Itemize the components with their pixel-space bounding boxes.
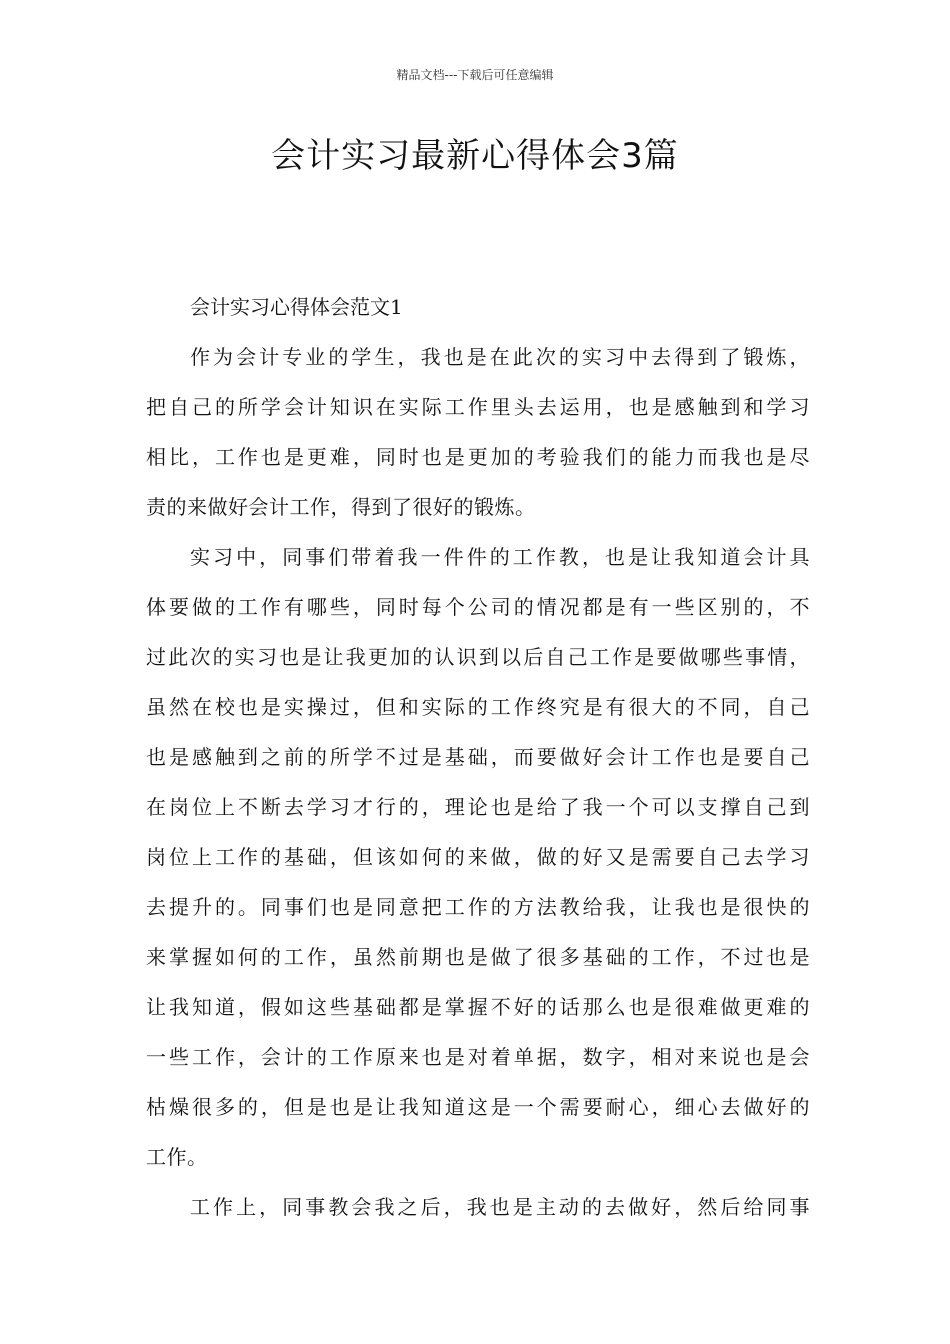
paragraph-line: 把自己的所学会计知识在实际工作里头去运用，也是感触到和学习	[146, 395, 810, 419]
paragraph-line: 岗位上工作的基础，但该如何的来做，做的好又是需要自己去学习	[146, 845, 810, 869]
paragraph-line: 过此次的实习也是让我更加的认识到以后自己工作是要做哪些事情，	[146, 645, 810, 669]
paragraph-line: 枯燥很多的，但是也是让我知道这是一个需要耐心，细心去做好的	[146, 1095, 810, 1119]
paragraph-line: 工作。	[146, 1145, 208, 1169]
section-heading: 会计实习心得体会范文1	[190, 295, 403, 319]
paragraph-line: 作为会计专业的学生，我也是在此次的实习中去得到了锻炼，	[190, 345, 810, 369]
paragraph-line: 工作上，同事教会我之后，我也是主动的去做好，然后给同事	[190, 1195, 810, 1219]
paragraph-line: 一些工作，会计的工作原来也是对着单据，数字，相对来说也是会	[146, 1045, 810, 1069]
paragraph-line: 也是感触到之前的所学不过是基础，而要做好会计工作也是要自己	[146, 745, 810, 769]
paragraph-3	[146, 1182, 810, 1232]
paragraph-line: 实习中，同事们带着我一件件的工作教，也是让我知道会计具	[190, 545, 810, 569]
document-title: 会计实习最新心得体会3篇	[271, 136, 679, 176]
paragraph-line: 让我知道，假如这些基础都是掌握不好的话那么也是很难做更难的	[146, 995, 810, 1019]
paragraph-1	[146, 332, 810, 532]
document-body	[146, 282, 810, 1232]
paragraph-line: 责的来做好会计工作，得到了很好的锻炼。	[146, 495, 536, 519]
paragraph-line: 在岗位上不断去学习才行的，理论也是给了我一个可以支撑自己到	[146, 795, 810, 819]
paragraph-line: 来掌握如何的工作，虽然前期也是做了很多基础的工作，不过也是	[146, 945, 810, 969]
paragraph-line: 相比，工作也是更难，同时也是更加的考验我们的能力而我也是尽	[146, 445, 810, 469]
paragraph-line: 体要做的工作有哪些，同时每个公司的情况都是有一些区别的，不	[146, 595, 810, 619]
paragraph-line: 虽然在校也是实操过，但和实际的工作终究是有很大的不同，自己	[146, 695, 810, 719]
header-note: 精品文档---下载后可任意编辑	[396, 68, 554, 82]
paragraph-2	[146, 532, 810, 1182]
paragraph-line: 去提升的。同事们也是同意把工作的方法教给我，让我也是很快的	[146, 895, 810, 919]
